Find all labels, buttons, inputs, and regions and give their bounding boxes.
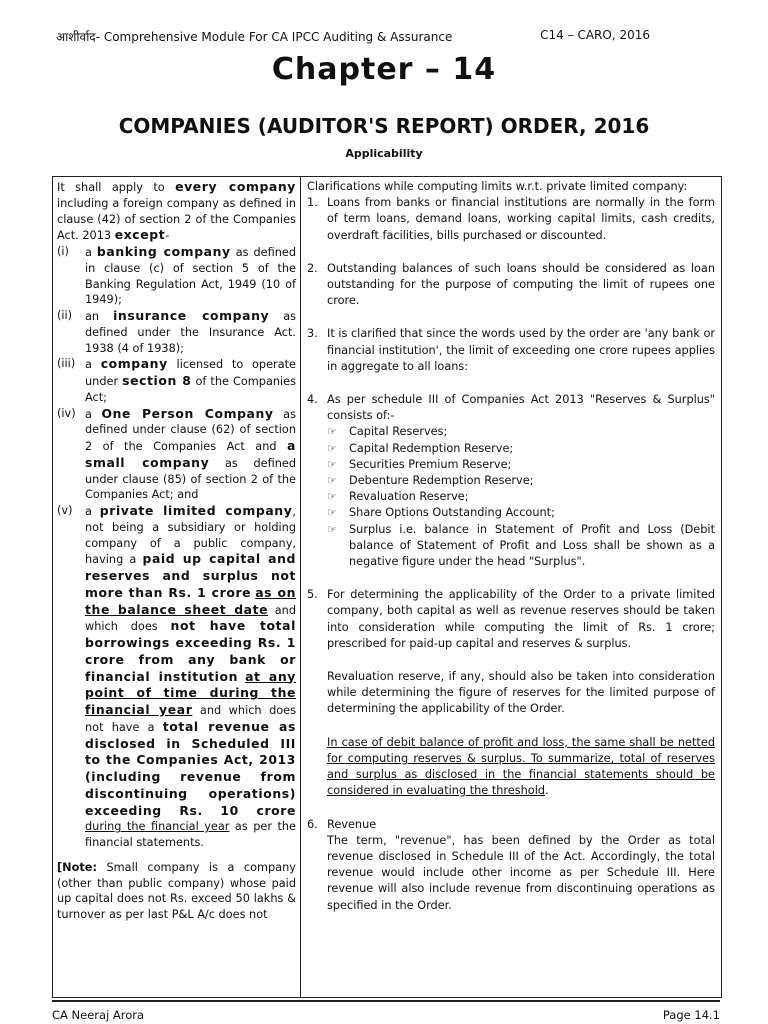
item-text: a company licensed to operate under section 8 of the Companies Act;: [85, 356, 296, 404]
header-right-text: C14 – CARO, 2016: [540, 28, 650, 42]
clarification-5: 5. For determining the applicability of the Order to a private limited company, both capital as well as revenue reserves should be taken into consideration while computing the limit of Rs. 1 crore; prescribed for paid-up capital and reserves & surplus.: [307, 588, 715, 650]
intro-text-2: including a foreign company as defined in clause (42) of section 2 of the Companies Act. 2013: [57, 196, 296, 243]
intro-emphasis: every company: [175, 179, 296, 194]
list-item: ☞ Surplus i.e. balance in Statement of Profit and Loss (Debit balance of Statement of Profit and Loss shall be shown as a negative figure under the head "Surplus".: [327, 522, 715, 571]
pointing-hand-icon: ☞: [327, 522, 337, 536]
intro-except: except: [114, 227, 166, 243]
clarification-2: 2. Outstanding balances of such loans should be considered as loan outstanding for the purpose of computing the limit of rupees one crore.: [307, 261, 715, 308]
pointing-hand-icon: ☞: [327, 506, 337, 520]
clarification-6: 6. Revenue: [307, 817, 377, 831]
exception-item-banking: [57, 244, 296, 308]
revenue-paragraph: The term, "revenue", has been defined by the Order as total revenue disclosed in Schedule III of the Act. Accordingly, the total revenue would include other income as per Schedule III. Here revenue will also include revenue from discontinuing operations as specified in the Order.: [327, 833, 715, 912]
item-label: (iv): [57, 406, 76, 420]
header-left-text: आशीर्वाद- Comprehensive Module For CA IPCC Auditing & Assurance: [56, 30, 453, 44]
item-label: (i): [57, 245, 69, 258]
list-item: ☞ Capital Reserves;: [327, 424, 715, 440]
list-item: ☞ Capital Redemption Reserve;: [327, 441, 715, 457]
small-company-note: [Note: Small company is a company (other than public company) whose paid up capital does not Rs. exceed 50 lakhs & turnover as per last P&L A/c does not: [57, 860, 296, 921]
item-text: a private limited company, not being a subsidiary or holding company of a public company, having a paid up capital and reserves and surplus not more than Rs. 1 crore as on the balance sheet date and which does not have total borrowings exceeding Rs. 1 crore from any bank or financial institution at any point of time during the financial year and which does not have a total revenue as disclosed in Scheduled III to the Companies Act, 2013 (including revenue from discontinuing operations) exceeding Rs. 10 crore during the financial year as per the financial statements.: [85, 503, 297, 849]
item-label: (iii): [57, 357, 76, 371]
intro-text: It shall apply to: [57, 181, 176, 194]
exception-item-section8: [57, 356, 296, 405]
pointing-hand-icon: ☞: [327, 425, 337, 439]
left-column: [53, 177, 301, 997]
clarification-1: 1. Loans from banks or financial institutions are normally in the form of term loans, demand loans, working capital limits, cash credits, overdraft facilities, bills purchased or discounted.: [307, 196, 715, 242]
revaluation-paragraph: Revaluation reserve, if any, should also be taken into consideration while determining the figure of reserves for the limited purpose of determining the applicability of the Order.: [327, 670, 715, 716]
list-item: ☞ Share Options Outstanding Account;: [327, 505, 715, 521]
footer-author: CA Neeraj Arora: [52, 1008, 145, 1022]
item-label: (v): [57, 504, 73, 517]
list-item: ☞ Revaluation Reserve;: [327, 489, 715, 505]
pointing-hand-icon: ☞: [327, 441, 337, 455]
applicability-table: [52, 176, 722, 998]
page-footer: [52, 1000, 720, 1022]
item-text: an insurance company as defined under the Insurance Act. 1938 (4 of 1938);: [85, 308, 296, 355]
clarifications-heading: Clarifications while computing limits w.r.t. private limited company:: [307, 180, 688, 193]
exception-item-private: [57, 503, 296, 851]
right-column: [301, 177, 721, 997]
pointing-hand-icon: ☞: [327, 490, 337, 504]
exception-item-opc: [57, 406, 296, 504]
applicability-subheading: Applicability: [345, 147, 423, 160]
list-item: ☞ Securities Premium Reserve;: [327, 457, 715, 473]
page-header: [56, 28, 650, 45]
chapter-title: Chapter – 14: [271, 52, 497, 87]
reserves-list: [327, 424, 715, 570]
pointing-hand-icon: ☞: [327, 457, 337, 471]
item-text: a banking company as defined in clause (c) of section 5 of the Banking Regulation Act, 1949 (10 of 1949);: [85, 244, 297, 307]
clarification-4: 4. As per schedule III of Companies Act 2013 "Reserves & Surplus" consists of:-: [307, 393, 715, 423]
list-item: ☞ Debenture Redemption Reserve;: [327, 473, 715, 489]
clarification-3: 3. It is clarified that since the words used by the order are 'any bank or financial institution', the limit of exceeding one crore rupees applies in aggregate to all loans:: [307, 327, 716, 373]
footer-page-number: Page 14.1: [662, 1008, 720, 1022]
debit-balance-paragraph: In case of debit balance of profit and loss, the same shall be netted for computing reserves & surplus. To summarize, total of reserves and surplus as disclosed in the financial statements should be considered in evaluating the threshold.: [327, 735, 715, 798]
item-label: (ii): [57, 309, 73, 322]
exception-item-insurance: [57, 308, 296, 356]
pointing-hand-icon: ☞: [327, 474, 337, 488]
order-title: COMPANIES (AUDITOR'S REPORT) ORDER, 2016: [118, 114, 650, 138]
intro-dash: -: [165, 229, 170, 243]
item-text: a One Person Company as defined under clause (62) of section 2 of the Companies Act and a small company as defined under clause (85) of section 2 of the Companies Act; and: [85, 405, 296, 502]
left-intro: [57, 179, 296, 244]
